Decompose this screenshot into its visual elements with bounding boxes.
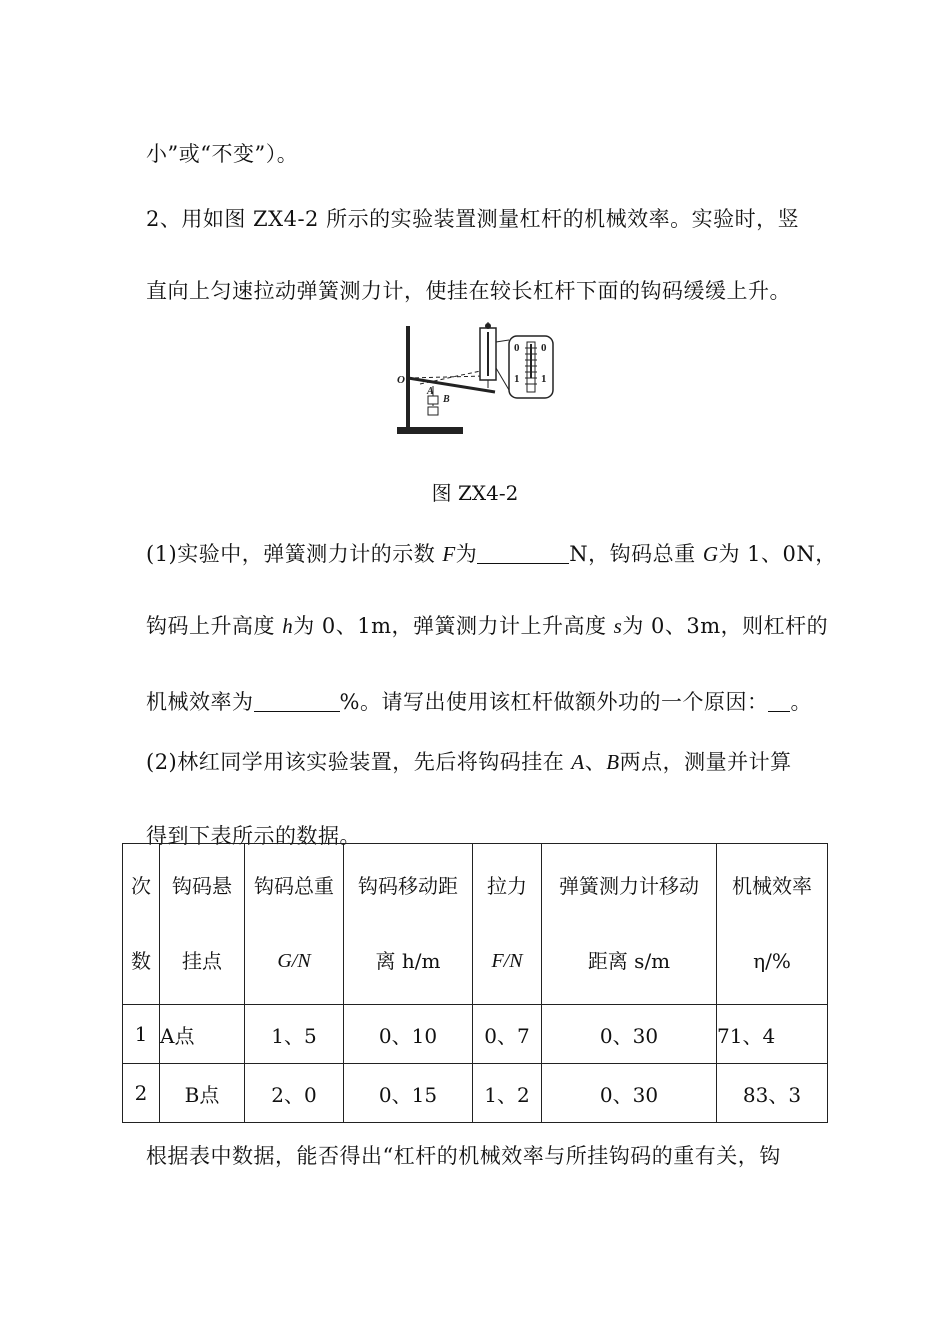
table-cell: 2、0 xyxy=(245,1064,344,1123)
table-row xyxy=(123,1005,828,1064)
text-line-last: 根据表中数据，能否得出“杠杆的机械效率与所挂钩码的重有关，钩 xyxy=(146,1144,781,1168)
table-cell: 71、4 xyxy=(717,1005,828,1064)
text-line-3: 直向上匀速拉动弹簧测力计，使挂在较长杠杆下面的钩码缓缓上升。 xyxy=(146,279,791,303)
header-top: 钩码总重 xyxy=(254,874,334,898)
text: 。 xyxy=(790,690,812,714)
header-top: 钩码悬 xyxy=(172,874,232,898)
scale-1-left: 1 xyxy=(514,373,520,385)
header-top: 次 xyxy=(131,874,151,898)
header-bottom: F/N xyxy=(491,950,523,972)
label-O: O xyxy=(397,374,405,386)
zoom-line xyxy=(496,340,509,342)
label-B: B xyxy=(443,394,450,405)
lever-apparatus-figure xyxy=(385,318,565,443)
text: 为 0、1m，弹簧测力计上升高度 xyxy=(293,614,614,638)
header-bottom: 数 xyxy=(131,949,151,973)
table-cell: 1、5 xyxy=(245,1005,344,1064)
answer-blank-reason[interactable] xyxy=(768,691,790,712)
header-top: 拉力 xyxy=(487,874,527,898)
header-cell xyxy=(160,844,245,1005)
text: (1)实验中，弹簧测力计的示数 xyxy=(146,542,443,566)
var-h: h xyxy=(282,614,294,638)
table-cell: 0、15 xyxy=(344,1064,473,1123)
text: 为 1、0N， xyxy=(718,542,837,566)
text: (2)林红同学用该实验装置，先后将钩码挂在 xyxy=(146,750,572,774)
question-1-line-3 xyxy=(146,686,812,716)
header-cell xyxy=(344,844,473,1005)
table-cell: B点 xyxy=(160,1064,245,1123)
question-2-line-1 xyxy=(146,746,792,776)
zoom-line xyxy=(496,368,509,390)
figure-caption: 图 ZX4-2 xyxy=(431,481,519,505)
dashed-line xyxy=(408,376,485,378)
weight xyxy=(428,396,438,404)
header-bottom: η/% xyxy=(753,949,791,973)
header-bottom: 距离 s/m xyxy=(587,949,671,973)
table-cell: 0、30 xyxy=(542,1005,717,1064)
var-A: A xyxy=(571,750,585,774)
text-line-2: 2、用如图 ZX4-2 所示的实验装置测量杠杆的机械效率。实验时，竖 xyxy=(146,207,800,231)
question-1-line-1 xyxy=(146,538,837,568)
header-top: 弹簧测力计移动 xyxy=(559,874,699,898)
weight xyxy=(428,407,438,415)
header-cell xyxy=(542,844,717,1005)
var-G: G xyxy=(702,542,719,566)
header-top: 钩码移动距 xyxy=(358,874,458,898)
data-table xyxy=(122,843,828,1123)
text: 钩码上升高度 xyxy=(146,614,283,638)
header-cell xyxy=(473,844,542,1005)
scale-ring xyxy=(485,323,491,329)
table-cell: 0、7 xyxy=(473,1005,542,1064)
header-cell xyxy=(123,844,160,1005)
text: 机械效率为 xyxy=(146,690,254,714)
table-cell: 0、30 xyxy=(542,1064,717,1123)
answer-blank-efficiency[interactable] xyxy=(254,691,340,712)
text: %。请写出使用该杠杆做额外功的一个原因： xyxy=(339,690,769,714)
text: 两点，测量并计算 xyxy=(619,750,792,774)
text-line-1: 小”或“不变”）。 xyxy=(146,142,299,166)
answer-blank-force[interactable] xyxy=(477,543,569,564)
scale-1-right: 1 xyxy=(541,373,547,385)
text: 为 xyxy=(455,542,478,566)
table-cell: 1、2 xyxy=(473,1064,542,1123)
question-1-line-2 xyxy=(146,610,828,640)
text: 为 0、3m，则杠杆的 xyxy=(622,614,829,638)
header-cell xyxy=(717,844,828,1005)
header-top: 机械效率 xyxy=(732,874,812,898)
header-cell xyxy=(245,844,344,1005)
var-s: s xyxy=(613,614,623,638)
text: N，钩码总重 xyxy=(569,542,703,566)
text: 、 xyxy=(584,750,607,774)
question-2-line-2: 得到下表所示的数据。 xyxy=(146,824,361,848)
scale-0-left: 0 xyxy=(514,342,520,354)
var-F: F xyxy=(442,542,456,566)
label-A: A xyxy=(427,386,434,397)
table-cell: 83、3 xyxy=(717,1064,828,1123)
stand-base xyxy=(397,427,463,434)
table-cell: 2 xyxy=(123,1064,160,1123)
var-B: B xyxy=(606,750,620,774)
header-bottom: 挂点 xyxy=(182,949,222,973)
table-header-row xyxy=(123,844,828,1005)
scale-0-right: 0 xyxy=(541,342,547,354)
header-bottom: 离 h/m xyxy=(375,949,441,973)
table-cell: A点 xyxy=(160,1005,245,1064)
table-cell: 0、10 xyxy=(344,1005,473,1064)
table-row xyxy=(123,1064,828,1123)
header-bottom: G/N xyxy=(277,950,311,972)
table-cell: 1 xyxy=(123,1005,160,1064)
